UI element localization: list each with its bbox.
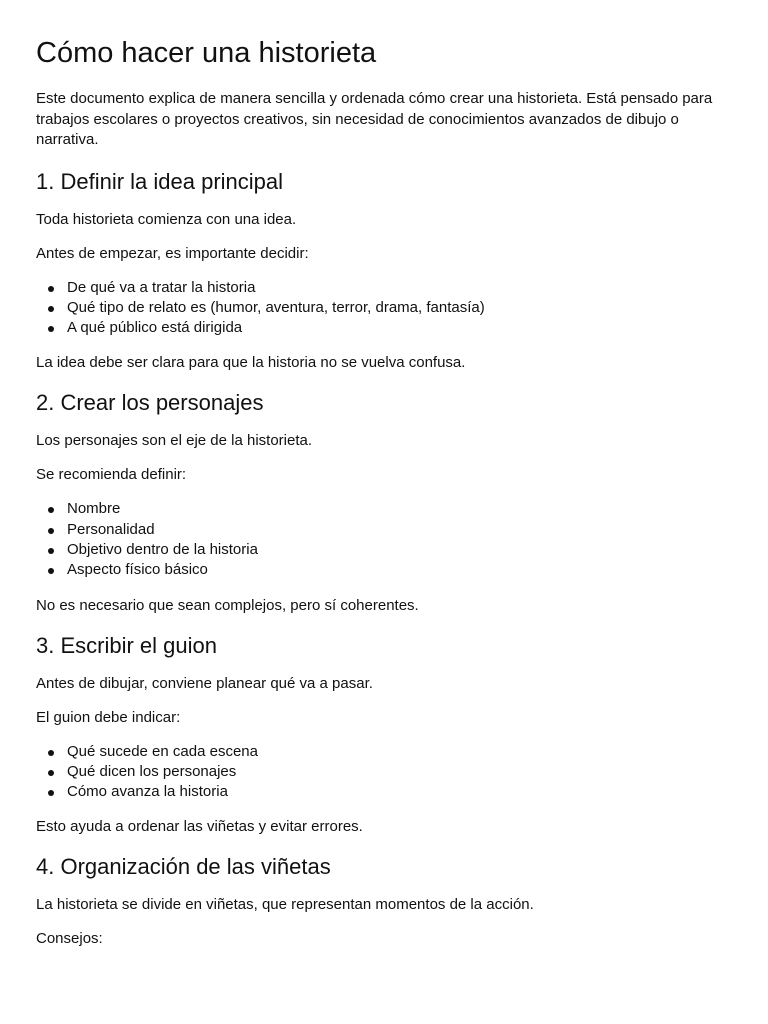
paragraph: La historieta se divide en viñetas, que representan momentos de la acción. — [36, 896, 534, 914]
list-item — [36, 742, 732, 762]
list-item — [36, 540, 732, 560]
list-item — [36, 560, 732, 580]
bullet-icon — [48, 326, 54, 332]
bullet-icon — [48, 306, 54, 312]
bullet-icon — [48, 790, 54, 796]
closing-paragraph: Esto ayuda a ordenar las viñetas y evitar errores. — [36, 818, 363, 836]
list-item — [36, 298, 732, 318]
paragraph: Antes de dibujar, conviene planear qué va a pasar. — [36, 674, 373, 692]
list-item-text: De qué va a tratar la historia — [67, 278, 256, 296]
paragraph: Consejos: — [36, 930, 103, 948]
list-item — [36, 499, 732, 519]
bullet-icon — [48, 507, 54, 513]
bullet-list — [36, 278, 732, 339]
closing-paragraph: La idea debe ser clara para que la historia no se vuelva confusa. — [36, 354, 466, 372]
section-definir-idea — [36, 169, 732, 374]
section-crear-personajes — [36, 390, 732, 615]
bullet-list — [36, 742, 732, 803]
list-item — [36, 520, 732, 540]
bullet-icon — [48, 750, 54, 756]
closing-paragraph: No es necesario que sean complejos, pero sí coherentes. — [36, 596, 419, 614]
list-item-text: Nombre — [67, 500, 121, 518]
intro-paragraph: Este documento explica de manera sencilla y ordenada cómo crear una historieta. Está pensado para trabajos escolares o proyectos creativos, sin necesidad de conocimientos avanzados de dibujo o narrativa. — [36, 90, 713, 148]
list-item-text: Qué sucede en cada escena — [67, 742, 258, 760]
paragraph: Antes de empezar, es importante decidir: — [36, 244, 309, 262]
section-heading: 3. Escribir el guion — [36, 632, 217, 658]
paragraph: Se recomienda definir: — [36, 466, 187, 484]
list-item — [36, 318, 732, 338]
list-item-text: Objetivo dentro de la historia — [67, 540, 258, 558]
bullet-icon — [48, 568, 54, 574]
bullet-list — [36, 499, 732, 580]
bullet-icon — [48, 770, 54, 776]
paragraph: El guion debe indicar: — [36, 708, 181, 726]
list-item-text: Qué dicen los personajes — [67, 762, 237, 780]
bullet-icon — [48, 286, 54, 292]
bullet-icon — [48, 548, 54, 554]
list-item — [36, 782, 732, 802]
list-item-text: Cómo avanza la historia — [67, 783, 228, 801]
list-item — [36, 278, 732, 298]
section-escribir-guion — [36, 633, 732, 838]
list-item — [36, 762, 732, 782]
bullet-icon — [48, 528, 54, 534]
paragraph: Los personajes son el eje de la historieta. — [36, 432, 313, 450]
section-organizacion-vinetas — [36, 854, 732, 949]
paragraph: Toda historieta comienza con una idea. — [36, 210, 297, 228]
section-heading: 2. Crear los personajes — [36, 390, 264, 416]
list-item-text: Aspecto físico básico — [67, 561, 208, 579]
page-title: Cómo hacer una historieta — [36, 37, 377, 69]
list-item-text: Personalidad — [67, 520, 155, 538]
list-item-text: A qué público está dirigida — [67, 319, 243, 337]
section-heading: 4. Organización de las viñetas — [36, 854, 331, 880]
section-heading: 1. Definir la idea principal — [36, 168, 284, 194]
list-item-text: Qué tipo de relato es (humor, aventura, terror, drama, fantasía) — [67, 298, 485, 316]
